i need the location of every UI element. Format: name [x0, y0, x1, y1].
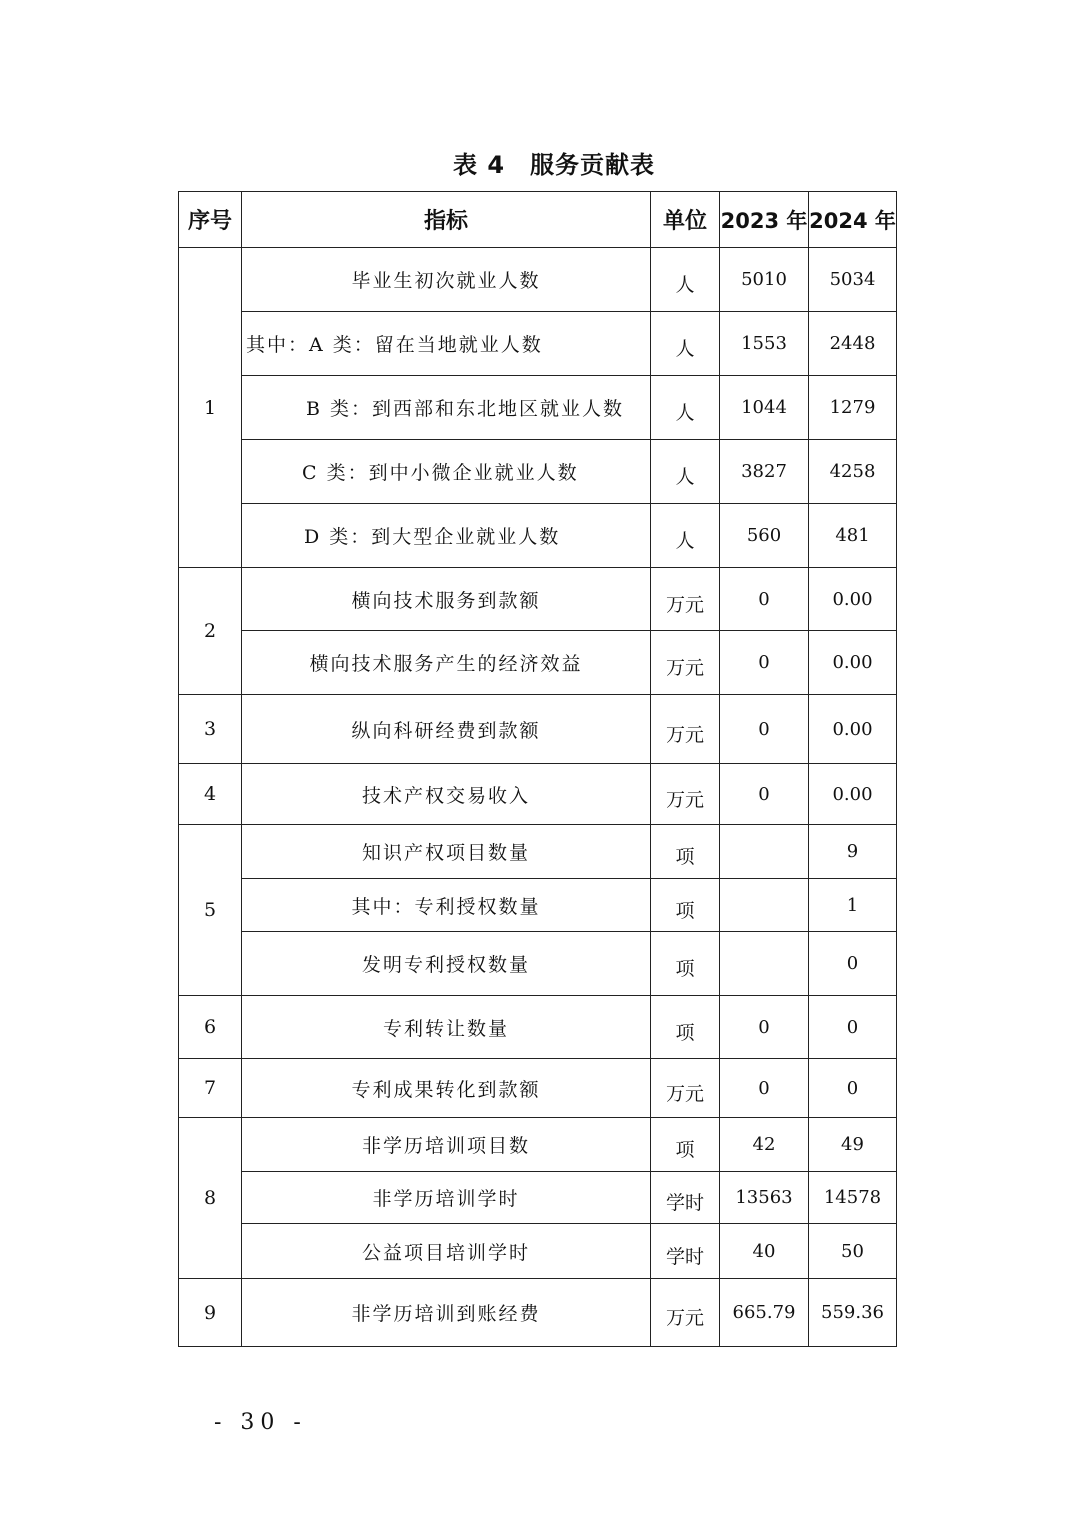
value-2024-cell: 1 — [809, 879, 897, 932]
unit-cell: 人 — [651, 376, 720, 440]
unit-cell: 人 — [651, 504, 720, 568]
value-2023-cell: 1553 — [720, 312, 809, 376]
unit-cell: 万元 — [651, 631, 720, 695]
header-indicator: 指标 — [242, 192, 651, 248]
indicator-cell: C 类：到中小微企业就业人数 — [242, 440, 651, 504]
indicator-cell: 专利成果转化到款额 — [242, 1059, 651, 1118]
table-row — [179, 1172, 897, 1224]
table-title: 表 4 服务贡献表 — [452, 151, 656, 179]
table-row — [179, 1059, 897, 1118]
unit-cell: 学时 — [651, 1172, 720, 1224]
value-2024-cell: 0.00 — [809, 764, 897, 825]
seq-cell: 3 — [179, 695, 242, 764]
indicator-cell: 非学历培训项目数 — [242, 1118, 651, 1172]
unit-cell: 万元 — [651, 695, 720, 764]
value-2024-cell: 0 — [809, 996, 897, 1059]
value-2023-cell: 0 — [720, 764, 809, 825]
indicator-cell: 知识产权项目数量 — [242, 825, 651, 879]
unit-cell: 项 — [651, 825, 720, 879]
value-2023-cell: 665.79 — [720, 1279, 809, 1347]
seq-cell: 9 — [179, 1279, 242, 1347]
indicator-cell: 毕业生初次就业人数 — [242, 248, 651, 312]
indicator-cell: 非学历培训学时 — [242, 1172, 651, 1224]
unit-cell: 项 — [651, 879, 720, 932]
indicator-cell: 专利转让数量 — [242, 996, 651, 1059]
indicator-cell: 横向技术服务到款额 — [242, 568, 651, 631]
value-2024-cell: 2448 — [809, 312, 897, 376]
table-row — [179, 879, 897, 932]
seq-cell: 7 — [179, 1059, 242, 1118]
table-row — [179, 312, 897, 376]
value-2023-cell: 0 — [720, 1059, 809, 1118]
value-2023-cell: 5010 — [720, 248, 809, 312]
seq-cell: 8 — [179, 1118, 242, 1279]
indicator-cell: 其中：专利授权数量 — [242, 879, 651, 932]
table-row — [179, 248, 897, 312]
table-row — [179, 996, 897, 1059]
unit-cell: 万元 — [651, 568, 720, 631]
value-2024-cell: 14578 — [809, 1172, 897, 1224]
table-row — [179, 1118, 897, 1172]
value-2023-cell: 0 — [720, 631, 809, 695]
table-row — [179, 440, 897, 504]
unit-cell: 项 — [651, 1118, 720, 1172]
value-2023-cell — [720, 825, 809, 879]
value-2023-cell: 0 — [720, 996, 809, 1059]
value-2024-cell: 1279 — [809, 376, 897, 440]
seq-cell: 5 — [179, 825, 242, 996]
unit-cell: 项 — [651, 932, 720, 996]
table-row — [179, 631, 897, 695]
value-2023-cell: 3827 — [720, 440, 809, 504]
value-2023-cell: 0 — [720, 695, 809, 764]
unit-cell: 万元 — [651, 1059, 720, 1118]
table-row — [179, 1279, 897, 1347]
table-row — [179, 932, 897, 996]
table-row — [179, 504, 897, 568]
unit-cell: 万元 — [651, 764, 720, 825]
value-2024-cell: 4258 — [809, 440, 897, 504]
header-2024: 2024 年 — [809, 192, 897, 248]
value-2024-cell: 0 — [809, 1059, 897, 1118]
unit-cell: 万元 — [651, 1279, 720, 1347]
value-2024-cell: 0.00 — [809, 568, 897, 631]
value-2024-cell: 0.00 — [809, 631, 897, 695]
unit-cell: 项 — [651, 996, 720, 1059]
seq-cell: 1 — [179, 248, 242, 568]
service-contribution-table — [178, 191, 897, 1347]
header-seq: 序号 — [179, 192, 242, 248]
seq-cell: 6 — [179, 996, 242, 1059]
indicator-cell: 非学历培训到账经费 — [242, 1279, 651, 1347]
value-2023-cell: 0 — [720, 568, 809, 631]
indicator-cell: 发明专利授权数量 — [242, 932, 651, 996]
header-unit: 单位 — [651, 192, 720, 248]
indicator-cell: 横向技术服务产生的经济效益 — [242, 631, 651, 695]
value-2024-cell: 559.36 — [809, 1279, 897, 1347]
value-2023-cell: 560 — [720, 504, 809, 568]
table-row — [179, 764, 897, 825]
indicator-cell: 技术产权交易收入 — [242, 764, 651, 825]
value-2023-cell — [720, 879, 809, 932]
table-row — [179, 376, 897, 440]
table-row — [179, 825, 897, 879]
value-2024-cell: 50 — [809, 1224, 897, 1279]
value-2024-cell: 9 — [809, 825, 897, 879]
table-row — [179, 1224, 897, 1279]
value-2024-cell: 49 — [809, 1118, 897, 1172]
table-header-row — [179, 192, 897, 248]
seq-cell: 2 — [179, 568, 242, 695]
value-2024-cell: 5034 — [809, 248, 897, 312]
unit-cell: 学时 — [651, 1224, 720, 1279]
value-2023-cell: 40 — [720, 1224, 809, 1279]
unit-cell: 人 — [651, 440, 720, 504]
value-2023-cell: 13563 — [720, 1172, 809, 1224]
value-2024-cell: 0 — [809, 932, 897, 996]
table-row — [179, 568, 897, 631]
page-number: - 30 - — [214, 1410, 307, 1435]
indicator-cell: 其中：A 类：留在当地就业人数 — [242, 312, 651, 376]
value-2023-cell: 42 — [720, 1118, 809, 1172]
value-2024-cell: 481 — [809, 504, 897, 568]
value-2023-cell: 1044 — [720, 376, 809, 440]
table-row — [179, 695, 897, 764]
indicator-cell: B 类：到西部和东北地区就业人数 — [242, 376, 651, 440]
value-2023-cell — [720, 932, 809, 996]
seq-cell: 4 — [179, 764, 242, 825]
header-2023: 2023 年 — [720, 192, 809, 248]
indicator-cell: 纵向科研经费到款额 — [242, 695, 651, 764]
unit-cell: 人 — [651, 312, 720, 376]
indicator-cell: 公益项目培训学时 — [242, 1224, 651, 1279]
value-2024-cell: 0.00 — [809, 695, 897, 764]
indicator-cell: D 类：到大型企业就业人数 — [242, 504, 651, 568]
unit-cell: 人 — [651, 248, 720, 312]
